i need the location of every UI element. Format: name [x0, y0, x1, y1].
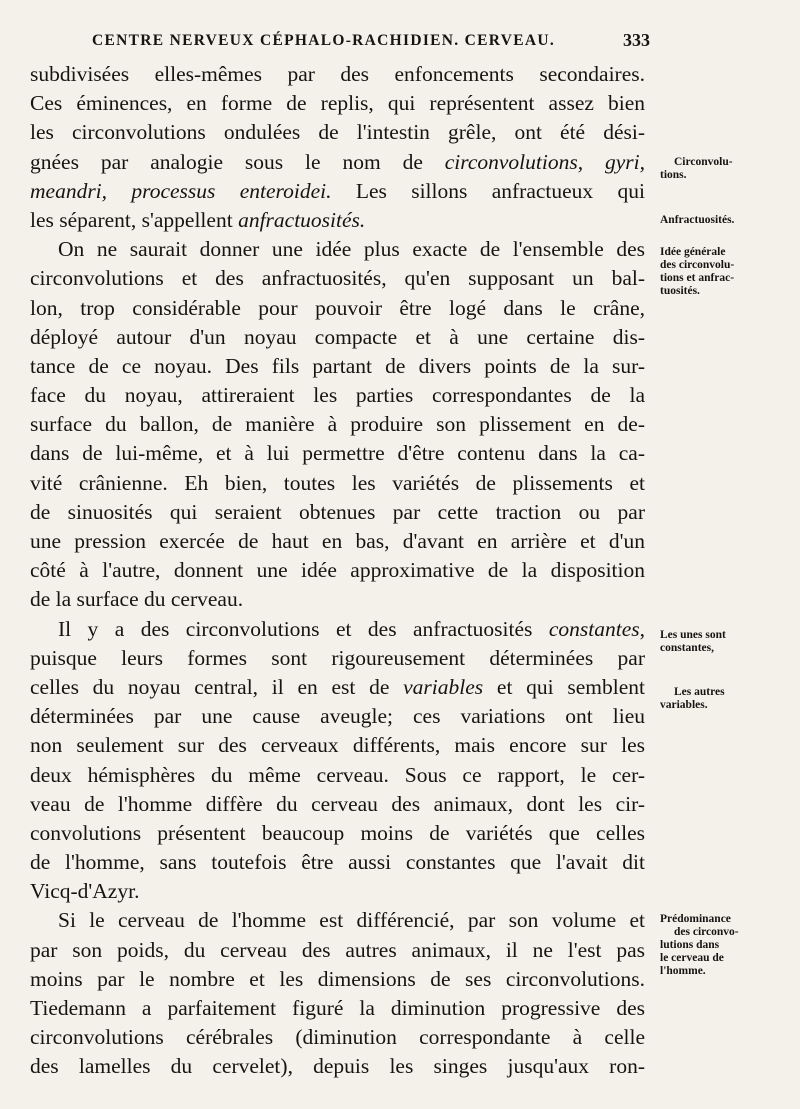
text-line: Vicq-d'Azyr. — [30, 879, 140, 904]
margin-note-variables: Les autres variables. — [660, 686, 725, 711]
italic-term: variables — [403, 674, 484, 699]
text-line: les circonvolutions ondulées de l'intestin grêle, ont été dési- — [30, 120, 645, 145]
page-number: 333 — [623, 30, 650, 50]
text-span: et qui semblent — [483, 674, 645, 699]
text-line: de la surface du cerveau. — [30, 587, 244, 612]
running-head: CENTRE NERVEUX CÉPHALO-RACHIDIEN. CERVEAU. — [92, 32, 556, 49]
text-span: , — [639, 616, 645, 641]
text-line: non seulement sur des cerveaux différents, mais encore sur les — [30, 733, 645, 758]
text-line — [30, 206, 645, 235]
text-line: veau de l'homme diffère du cerveau des animaux, dont les cir- — [30, 791, 645, 816]
text-line: On ne saurait donner une idée plus exacte de l'ensemble des — [58, 237, 645, 262]
text-line: Ces éminences, en forme de replis, qui représentent assez bien — [30, 91, 645, 116]
margin-note-predominance: Prédominance des circonvo- lutions dans le cerveau de l'homme. — [660, 913, 739, 977]
text-line: convolutions présentent beaucoup moins de variétés que celles — [30, 820, 645, 845]
text-line: vité crânienne. Eh bien, toutes les variétés de plissements et — [30, 470, 645, 495]
text-line: une pression exercée de haut en bas, d'avant en arrière et d'un — [30, 529, 645, 553]
italic-term: anfractuosités. — [238, 207, 366, 232]
text-span: les séparent, s'appellent — [30, 207, 239, 232]
text-line: de sinuosités qui seraient obtenues par cette traction ou par — [30, 499, 645, 524]
text-line: côté à l'autre, donnent une idée approximative de la disposition — [30, 558, 645, 583]
text-line — [30, 148, 645, 177]
text-line: tance de ce noyau. Des fils partant de divers points de la sur- — [30, 353, 645, 378]
text-line: puisque leurs formes sont rigoureusement déterminées par — [30, 645, 645, 670]
italic-term: circonvolutions, gyri, — [444, 149, 646, 174]
margin-note-circonvolutions: Circonvolu- tions. — [660, 156, 733, 181]
text-line: circonvolutions et des anfractuosités, qu'en supposant un bal- — [30, 266, 645, 291]
text-line: des lamelles du cervelet), depuis les singes jusqu'aux ron- — [30, 1054, 645, 1079]
text-line — [30, 177, 645, 206]
text-line: Si le cerveau de l'homme est différencié, par son volume et — [58, 908, 645, 933]
italic-term: meandri, processus enteroidei. — [30, 178, 332, 203]
text-span: Il y a des circonvolutions et des anfractuosités — [58, 616, 549, 641]
text-line: déterminées par une cause aveugle; ces variations ont lieu — [30, 704, 645, 729]
margin-note-anfractuosites: Anfractuosités. — [660, 214, 735, 226]
text-line: face du noyau, attireraient les parties correspondantes de la — [30, 383, 645, 408]
margin-note-constantes: Les unes sont constantes, — [660, 629, 726, 654]
text-line: moins par le nombre et les dimensions de ses circonvolutions. — [30, 966, 645, 991]
text-line: par son poids, du cerveau des autres animaux, il ne l'est pas — [30, 937, 645, 962]
text-span: Les sillons anfractueux qui — [331, 178, 645, 203]
text-line: subdivisées elles-mêmes par des enfoncements secondaires. — [30, 62, 645, 86]
text-line: de l'homme, sans toutefois être aussi constantes que l'avait dit — [30, 850, 645, 875]
text-line: Tiedemann a parfaitement figuré la diminution progressive des — [30, 996, 645, 1020]
text-line: circonvolutions cérébrales (diminution correspondante à celle — [30, 1025, 645, 1050]
text-span: gnées par analogie sous le nom de — [30, 149, 445, 174]
text-line: lon, trop considérable pour pouvoir être logé dans le crâne, — [30, 295, 645, 320]
text-line: deux hémisphères du même cerveau. Sous ce rapport, le cer- — [30, 762, 645, 787]
italic-term: constantes — [548, 616, 640, 641]
text-line: dans de lui-même, et à lui permettre d'être contenu dans la ca- — [30, 441, 645, 466]
margin-note-idee-generale: Idée générale des circonvolu- tions et anfrac- tuosités. — [660, 246, 735, 297]
main-text — [30, 60, 645, 1082]
text-line — [30, 673, 645, 702]
text-line: déployé autour d'un noyau compacte et à une certaine dis- — [30, 324, 645, 349]
text-span: celles du noyau central, il en est de — [30, 674, 404, 699]
text-line — [30, 615, 645, 644]
text-line: surface du ballon, de manière à produire son plissement en de- — [30, 412, 645, 437]
page-header — [30, 30, 650, 56]
